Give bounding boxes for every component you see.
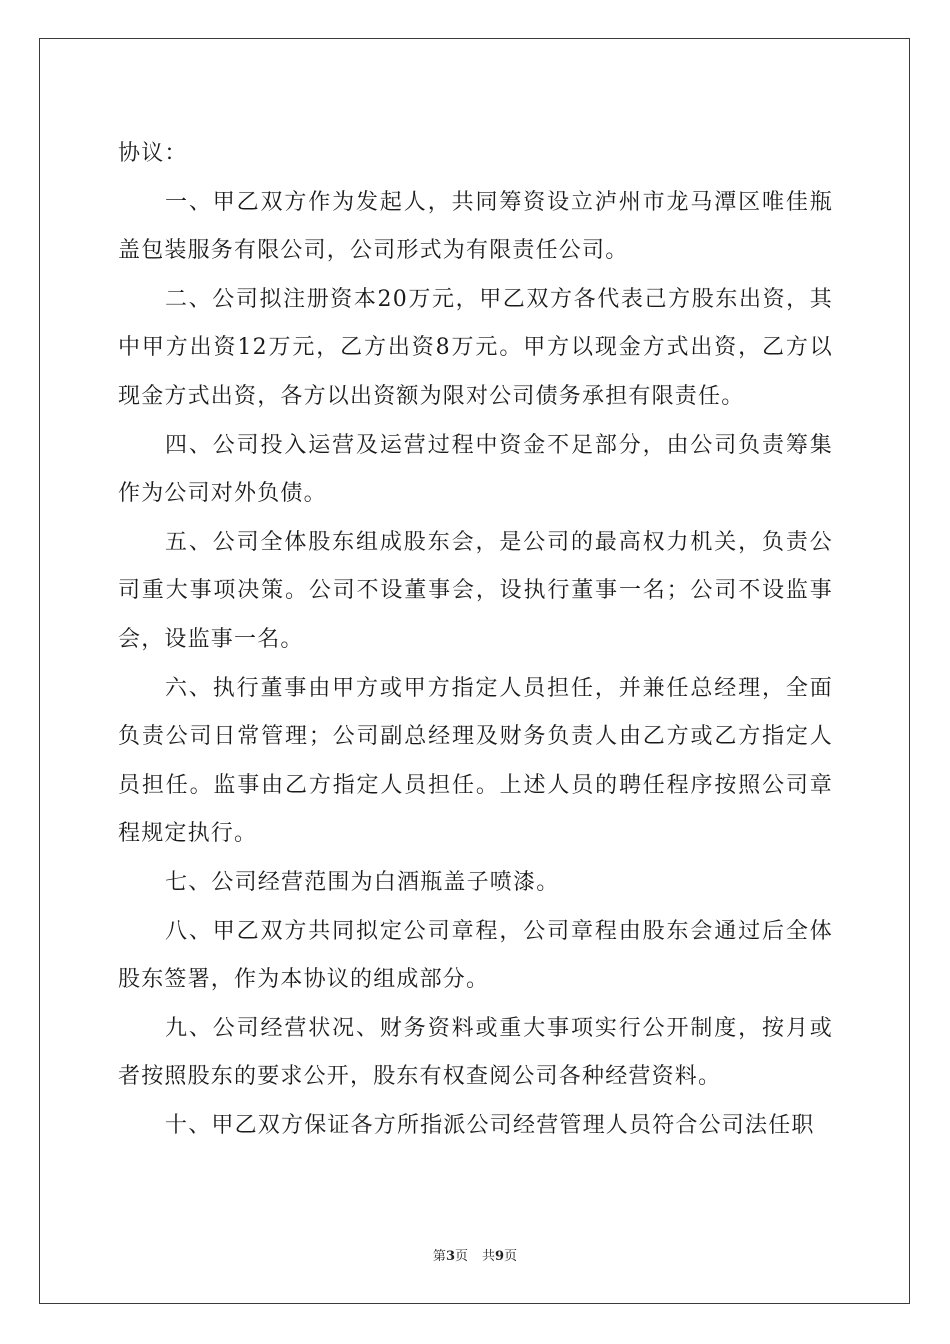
document-paragraph: 八、甲乙双方共同拟定公司章程，公司章程由股东会通过后全体股东签署，作为本协议的组成部分。 [118,918,833,993]
document-paragraph: 协议： [118,141,188,166]
page-footer [0,1248,950,1266]
total-page-count: 9 [495,1249,505,1264]
document-paragraph: 七、公司经营范围为白酒瓶盖子喷漆。 [165,869,560,895]
document-paragraph: 六、执行董事由甲方或甲方指定人员担任，并兼任总经理，全面负责公司日常管理；公司副总经理及财务负责人由乙方或乙方指定人员担任。监事由乙方指定人员担任。上述人员的聘任程序按照公司章程规定执行。 [118,675,833,847]
document-paragraph: 五、公司全体股东组成股东会，是公司的最高权力机关，负责公司重大事项决策。公司不设董事会，设执行董事一名；公司不设监事会，设监事一名。 [118,529,833,652]
page-number-prefix: 第 [432,1249,446,1264]
document-paragraph: 十、甲乙双方保证各方所指派公司经营管理人员符合公司法任职 [165,1112,815,1138]
current-page-number: 3 [445,1249,455,1264]
document-paragraph: 一、甲乙双方作为发起人，共同筹资设立泸州市龙马潭区唯佳瓶盖包装服务有限公司，公司形式为有限责任公司。 [118,189,833,264]
document-paragraph: 二、公司拟注册资本20万元，甲乙双方各代表己方股东出资，其中甲方出资12万元，乙方出资8万元。甲方以现金方式出资，乙方以现金方式出资，各方以出资额为限对公司债务承担有限责任。 [118,286,833,409]
document-paragraph: 四、公司投入运营及运营过程中资金不足部分，由公司负责筹集作为公司对外负债。 [118,432,833,507]
total-pages-prefix: 共 [482,1249,496,1264]
total-pages-suffix: 页 [504,1249,518,1264]
document-paragraph: 九、公司经营状况、财务资料或重大事项实行公开制度，按月或者按照股东的要求公开，股东有权查阅公司各种经营资料。 [118,1015,833,1090]
document-body [118,130,833,1150]
page-number-suffix: 页 [454,1249,468,1264]
